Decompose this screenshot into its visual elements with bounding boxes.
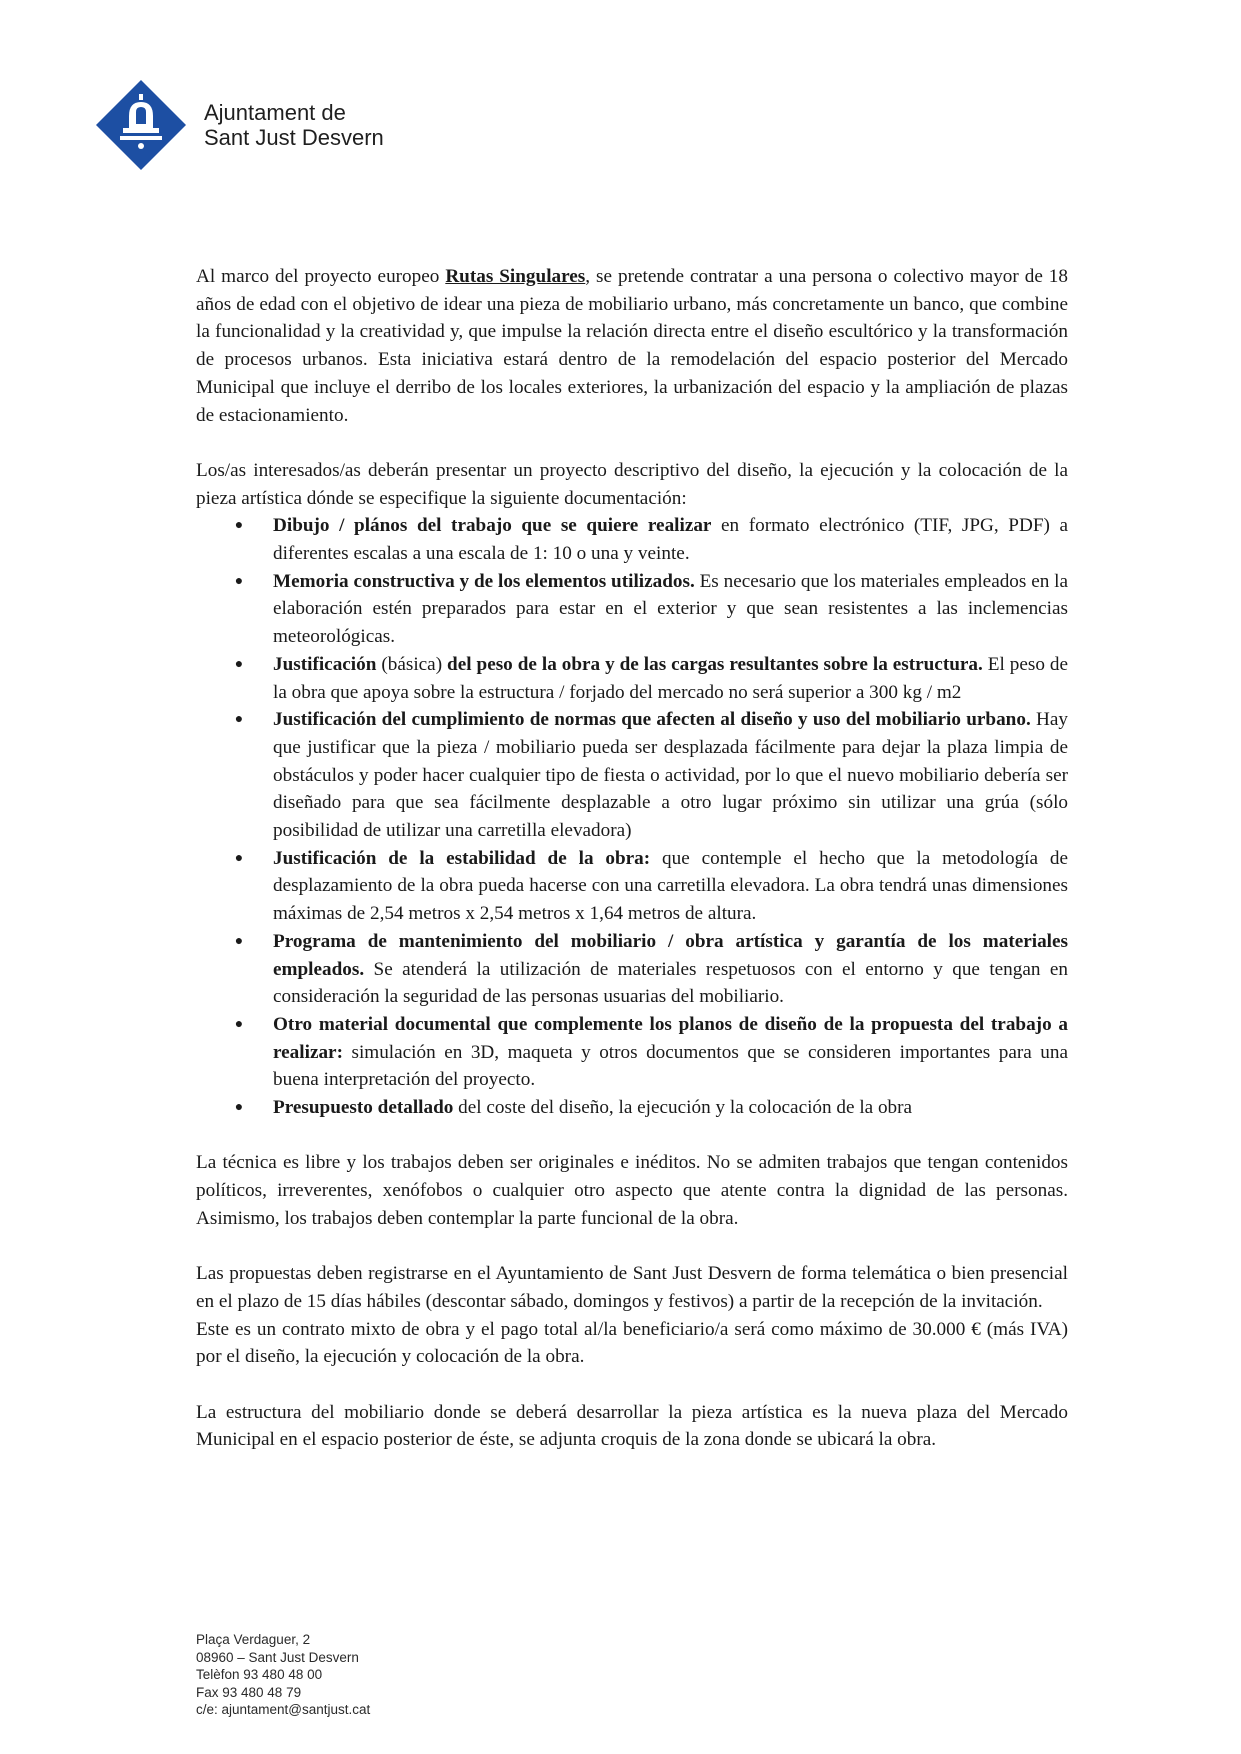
rutas-singulares-link[interactable]: Rutas Singulares <box>445 266 586 287</box>
bullet-icon: ● <box>234 1100 244 1116</box>
bullet-icon: ● <box>234 712 244 728</box>
bullet-icon: ● <box>234 573 244 589</box>
bullet-icon: ● <box>234 1016 244 1032</box>
header-logo <box>96 80 384 170</box>
bullet-icon: ● <box>234 850 244 866</box>
intro-paragraph <box>196 263 1068 429</box>
bullet-icon: ● <box>234 518 244 534</box>
list-item: ● Justificación del cumplimiento de normas que afecten al diseño y uso del mobiliario urbano. Hay que justificar que la pieza / mobiliario pueda ser desplazada fácilmente para dejar la plaza limpia de obstáculos y poder hacer cualquier tipo de fiesta o actividad, por lo que el nuevo mobiliario debería ser diseñado para que sea fácilmente desplazable a otro lugar próximo sin utilizar una grúa (sólo posibilidad de utilizar una carretilla elevadora) <box>196 706 1068 845</box>
footer-fax: Fax 93 480 48 79 <box>196 1684 302 1700</box>
list-item: ● Justificación de la estabilidad de la obra: que contemple el hecho que la metodología de desplazamiento de la obra pueda hacerse con una carretilla elevadora. La obra tendrá unas dimensiones máximas de 2,54 metros x 2,54 metros x 1,64 metros de altura. <box>196 845 1068 928</box>
organization-name <box>204 100 384 150</box>
footer-city: 08960 – Sant Just Desvern <box>196 1649 359 1665</box>
contract-paragraph: Este es un contrato mixto de obra y el pago total al/la beneficiario/a será como máximo de 30.000 € (más IVA) por el diseño, la ejecución y colocación de la obra. <box>196 1318 1068 1368</box>
footer-phone: Telèfon 93 480 48 00 <box>196 1667 323 1683</box>
list-item: ● Justificación (básica) del peso de la obra y de las cargas resultantes sobre la estructura. El peso de la obra que apoya sobre la estructura / forjado del mercado no será superior a 300 kg / m2 <box>196 651 1068 706</box>
list-item: ● Presupuesto detallado del coste del diseño, la ejecución y la colocación de la obra <box>196 1094 1068 1122</box>
bullet-icon: ● <box>234 933 244 949</box>
footer-email[interactable]: c/e: ajuntament@santjust.cat <box>196 1702 371 1718</box>
intro-text-end: , se pretende contratar a una persona o colectivo mayor de 18 años de edad con el objetivo de idear una pieza de mobiliario urbano, más concretamente un banco, que combine la funcionalidad y la creatividad y, que impulse la relación directa entre el diseño escultórico y la transformación de procesos urbanos. Esta iniciativa estará dentro de la remodelación del espacio posterior del Mercado Municipal que incluye el derribo de los locales exteriores, la urbanización del espacio y la ampliación de plazas de estacionamiento. <box>196 266 1068 426</box>
bullet-icon: ● <box>234 656 244 672</box>
organization-name-line1: Ajuntament de <box>204 100 346 125</box>
bell-in-diamond-logo-icon <box>96 80 186 170</box>
list-item: ● Dibujo / plános del trabajo que se quiere realizar en formato electrónico (TIF, JPG, PDF) a diferentes escalas a una escala de 1: 10 o una y veinte. <box>196 512 1068 567</box>
requirements-list <box>196 512 1068 1121</box>
footer-address: Plaça Verdaguer, 2 <box>196 1632 311 1647</box>
submission-paragraph: Las propuestas deben registrarse en el Ayuntamiento de Sant Just Desvern de forma telemática o bien presencial en el plazo de 15 días hábiles (descontar sábado, domingos y festivos) a partir de la recepción de la invitación. <box>196 1263 1068 1312</box>
list-item: ● Otro material documental que complemente los planos de diseño de la propuesta del trabajo a realizar: simulación en 3D, maqueta y otros documentos que se consideren importantes para una buena interpretación del proyecto. <box>196 1011 1068 1094</box>
document-body <box>196 263 1068 1454</box>
footer-contact <box>196 1631 370 1719</box>
organization-name-line2: Sant Just Desvern <box>204 125 384 150</box>
requirements-intro: Los/as interesados/as deberán presentar un proyecto descriptivo del diseño, la ejecución y la colocación de la pieza artística dónde se especifique la siguiente documentación: <box>196 459 1068 509</box>
intro-text-start: Al marco del proyecto europeo <box>196 266 446 287</box>
structure-paragraph: La estructura del mobiliario donde se deberá desarrollar la pieza artística es la nueva plaza del Mercado Municipal en el espacio posterior de éste, se adjunta croquis de la zona donde se ubicará la obra. <box>196 1401 1068 1451</box>
technique-paragraph: La técnica es libre y los trabajos deben ser originales e inéditos. No se admiten trabajos que tengan contenidos políticos, irreverentes, xenófobos o cualquier otro aspecto que atente contra la dignidad de las personas. Asimismo, los trabajos deben contemplar la parte funcional de la obra. <box>196 1152 1068 1229</box>
list-item: ● Programa de mantenimiento del mobiliario / obra artística y garantía de los materiales empleados. Se atenderá la utilización de materiales respetuosos con el entorno y que tengan en consideración la seguridad de las personas usuarias del mobiliario. <box>196 928 1068 1011</box>
list-item: ● Memoria constructiva y de los elementos utilizados. Es necesario que los materiales empleados en la elaboración estén preparados para estar en el exterior y que sean resistentes a las inclemencias meteorológicas. <box>196 568 1068 651</box>
